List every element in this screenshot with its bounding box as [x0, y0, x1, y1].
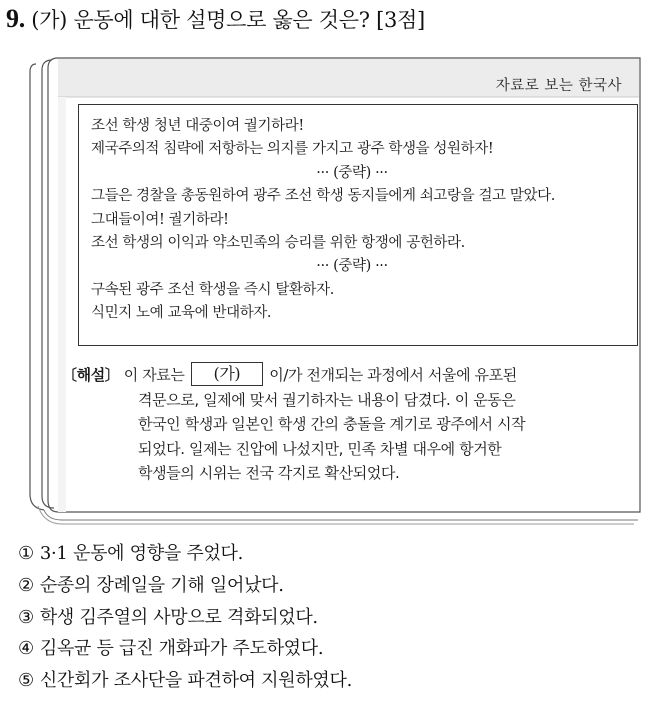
source-line: 제국주의적 침략에 저항하는 의지를 가지고 광주 학생을 성원하자!: [91, 141, 494, 158]
choice-5[interactable]: [18, 665, 352, 697]
source-omission: ··· (중략) ···: [316, 164, 388, 181]
choice-1[interactable]: [18, 538, 352, 570]
choice-text: 순종의 장례일을 기해 일어났다.: [39, 574, 284, 596]
explanation-suffix: 이/가 전개되는 과정에서 서울에 유포된: [264, 366, 517, 384]
question-number: 9.: [6, 4, 25, 33]
source-omission: ··· (중략) ···: [316, 258, 388, 275]
source-book: [22, 56, 646, 526]
explanation-line: 격문으로, 일제에 맞서 궐기하자는 내용이 담겼다. 이 운동은: [138, 390, 516, 409]
explanation-line: 되었다. 일제는 진압에 나섰지만, 민족 차별 대우에 항거한: [138, 439, 502, 458]
explanation-section: [62, 363, 632, 486]
choice-marker: ④: [18, 638, 34, 660]
choice-3[interactable]: [18, 602, 352, 634]
explanation-prefix: 이 자료는: [119, 366, 189, 384]
source-line: 그대들이여! 궐기하라!: [91, 211, 229, 228]
historical-source-text: [78, 104, 638, 346]
answer-choices: [18, 538, 352, 697]
explanation-first-line: [62, 363, 632, 388]
explanation-label: 〔해설〕: [62, 366, 120, 384]
source-line: 식민지 노예 교육에 반대하자.: [91, 305, 272, 322]
choice-text: 신간회가 조사단을 파견하여 지원하였다.: [39, 670, 353, 692]
choice-text: 3·1 운동에 영향을 주었다.: [39, 543, 244, 564]
explanation-line: 한국인 학생과 일본인 학생 간의 충돌을 계기로 광주에서 시작: [138, 415, 526, 433]
source-line: 조선 학생의 이익과 약소민족의 승리를 위한 항쟁에 공헌하라.: [91, 235, 465, 252]
book-header-title: 자료로 보는 한국사: [495, 78, 622, 94]
question-stem: [6, 4, 425, 34]
choice-marker: ②: [18, 574, 34, 596]
source-line: 그들은 경찰을 총동원하여 광주 조선 학생 동지들에게 쇠고랑을 걸고 말았다.: [91, 188, 555, 205]
choice-text: 김옥균 등 급진 개화파가 주도하였다.: [39, 638, 324, 660]
choice-text: 학생 김주열의 사망으로 격화되었다.: [39, 606, 318, 628]
choice-4[interactable]: [18, 633, 352, 665]
blank-box-ga: (가): [191, 362, 263, 386]
source-line: 조선 학생 청년 대중이여 궐기하라!: [91, 118, 304, 134]
question-text: (가) 운동에 대한 설명으로 옳은 것은? [3점]: [31, 8, 425, 32]
choice-marker: ③: [18, 606, 34, 628]
source-line: 구속된 광주 조선 학생을 즉시 탈환하자.: [91, 281, 334, 298]
choice-marker: ①: [18, 543, 34, 564]
explanation-line: 학생들의 시위는 전국 각지로 확산되었다.: [138, 464, 400, 482]
choice-marker: ⑤: [18, 670, 34, 692]
choice-2[interactable]: [18, 570, 352, 602]
